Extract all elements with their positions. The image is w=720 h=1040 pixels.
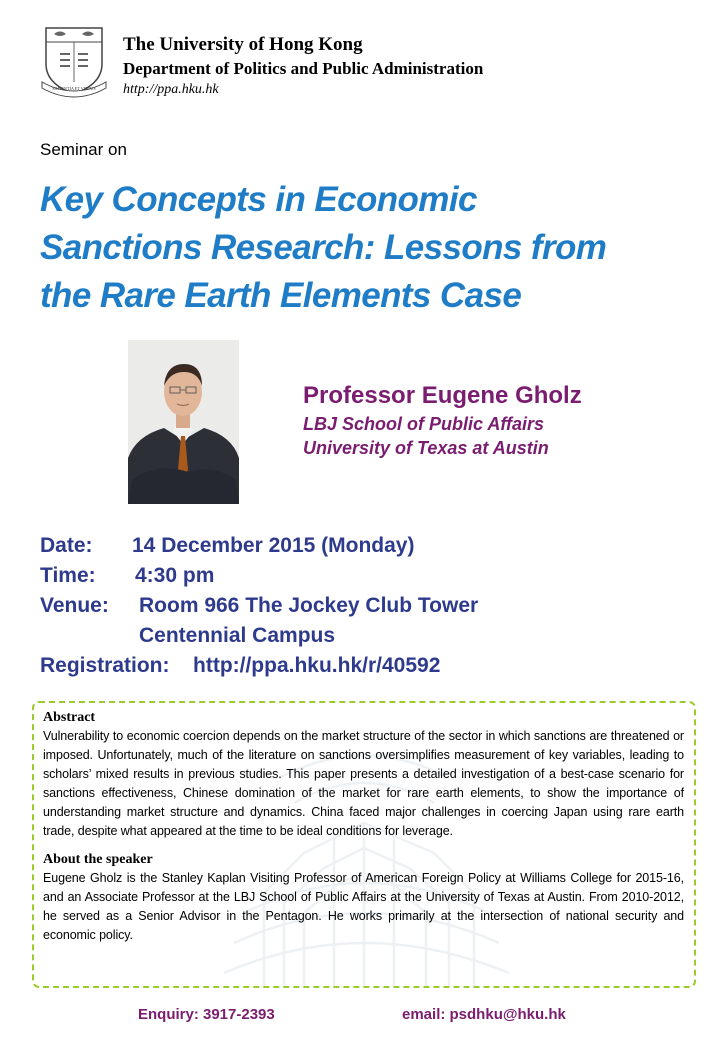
date-value: 14 December 2015 (Monday) <box>132 534 415 557</box>
department-website-link[interactable]: http://ppa.hku.hk <box>123 82 219 97</box>
venue-label: Venue: <box>40 594 109 617</box>
abstract-content <box>34 703 694 945</box>
time-label: Time: <box>40 564 96 587</box>
seminar-title <box>40 176 720 320</box>
hku-crest-icon <box>40 24 108 100</box>
abstract-heading: Abstract <box>43 710 96 725</box>
title-line: Key Concepts in Economic <box>40 180 477 219</box>
registration-label: Registration: <box>40 654 170 677</box>
venue-value: Room 966 The Jockey Club Tower <box>139 594 479 617</box>
speaker-photo <box>128 340 239 504</box>
about-speaker-text: Eugene Gholz is the Stanley Kaplan Visiting Professor of American Foreign Policy at Williams College for 2015-16, and an Associate Professor at the LBJ School of Public Affairs at the University of Texas at Austin. From 2010-2012, he served as a Senior Advisor in the Pentagon. He works primarily at the intersection of national security and economic policy. <box>43 871 684 942</box>
speaker-name: Professor Eugene Gholz <box>303 382 582 409</box>
speaker-affiliation: LBJ School of Public Affairs <box>303 414 545 434</box>
abstract-box <box>32 701 696 988</box>
speaker-university: University of Texas at Austin <box>303 438 549 458</box>
venue-campus: Centennial Campus <box>139 624 336 647</box>
header <box>40 24 680 104</box>
enquiry-email[interactable]: email: psdhku@hku.hk <box>402 1006 566 1023</box>
title-line: Sanctions Research: Lessons from <box>40 228 607 267</box>
registration-link[interactable]: http://ppa.hku.hk/r/40592 <box>193 654 441 677</box>
speaker-info <box>303 380 582 460</box>
title-line: the Rare Earth Elements Case <box>40 276 522 315</box>
university-name: The University of Hong Kong <box>123 34 363 55</box>
department-name: Department of Politics and Public Administration <box>123 59 484 78</box>
speaker-portrait-icon <box>128 340 239 504</box>
enquiry-phone: Enquiry: 3917-2393 <box>138 1006 275 1023</box>
seminar-label: Seminar on <box>40 140 127 159</box>
abstract-text: Vulnerability to economic coercion depends on the market structure of the sector in which sanctions are threatened or imposed. Unfortunately, much of the literature on sanctions oversimplifies measurement of key variables, leading to scholars’ mixed results in previous studies. This paper presents a detailed investigation of a best-case scenario for sanctions effectiveness, Chinese domination of the market for rare earth elements, to show the importance of understanding market structure and dynamics. China faced major challenges in coercing Japan using rare earth trade, despite what appeared at the time to be ideal conditions for leverage. <box>43 729 684 838</box>
date-label: Date: <box>40 534 93 557</box>
time-value: 4:30 pm <box>135 564 215 587</box>
about-speaker-heading: About the speaker <box>43 852 153 867</box>
svg-text:SAPIENTIA ET VIRTUS: SAPIENTIA ET VIRTUS <box>52 86 96 91</box>
